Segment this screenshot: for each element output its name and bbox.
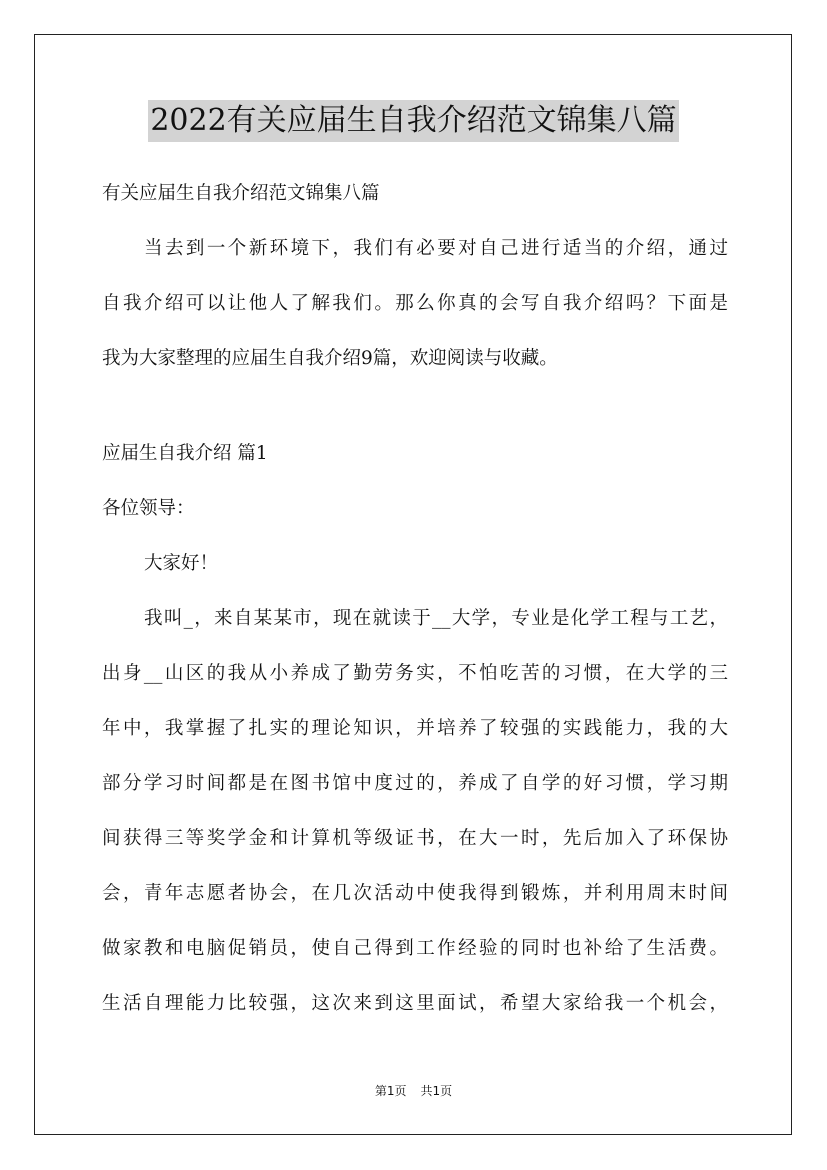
body-line: 间获得三等奖学金和计算机等级证书，在大一时，先后加入了环保协 [102, 828, 728, 849]
page-number: 第1页 [374, 1084, 407, 1098]
body-line: 做家教和电脑促销员，使自己得到工作经验的同时也补给了生活费。 [102, 938, 728, 959]
body-line: 生活自理能力比较强，这次来到这里面试，希望大家给我一个机会， [102, 993, 728, 1014]
intro-line: 我为大家整理的应届生自我介绍9篇，欢迎阅读与收藏。 [102, 348, 558, 369]
body-line: 出身__山区的我从小养成了勤劳务实，不怕吃苦的习惯，在大学的三 [102, 663, 728, 684]
body-line: 我叫_，来自某某市，现在就读于__大学，专业是化学工程与工艺， [144, 608, 728, 629]
body-line: 年中，我掌握了扎实的理论知识，并培养了较强的实践能力，我的大 [102, 718, 728, 739]
document-title: 2022有关应届生自我介绍范文锦集八篇 [148, 100, 678, 142]
intro-line: 自我介绍可以让他人了解我们。那么你真的会写自我介绍吗？下面是 [102, 293, 728, 314]
body-line: 部分学习时间都是在图书馆中度过的，养成了自学的好习惯，学习期 [102, 773, 728, 794]
intro-line: 当去到一个新环境下，我们有必要对自己进行适当的介绍，通过 [144, 238, 728, 259]
page-total: 共1页 [420, 1084, 453, 1098]
blank-spacer [102, 390, 728, 430]
section-heading: 应届生自我介绍 篇1 [102, 443, 268, 464]
salutation: 各位领导： [102, 498, 195, 519]
greeting: 大家好！ [144, 553, 219, 574]
title-container [0, 100, 827, 142]
body-line: 会，青年志愿者协会，在几次活动中使我得到锻炼，并利用周末时间 [102, 883, 728, 904]
page-footer [0, 1082, 827, 1099]
subtitle: 有关应届生自我介绍范文锦集八篇 [102, 183, 380, 204]
document-body [102, 170, 728, 1035]
